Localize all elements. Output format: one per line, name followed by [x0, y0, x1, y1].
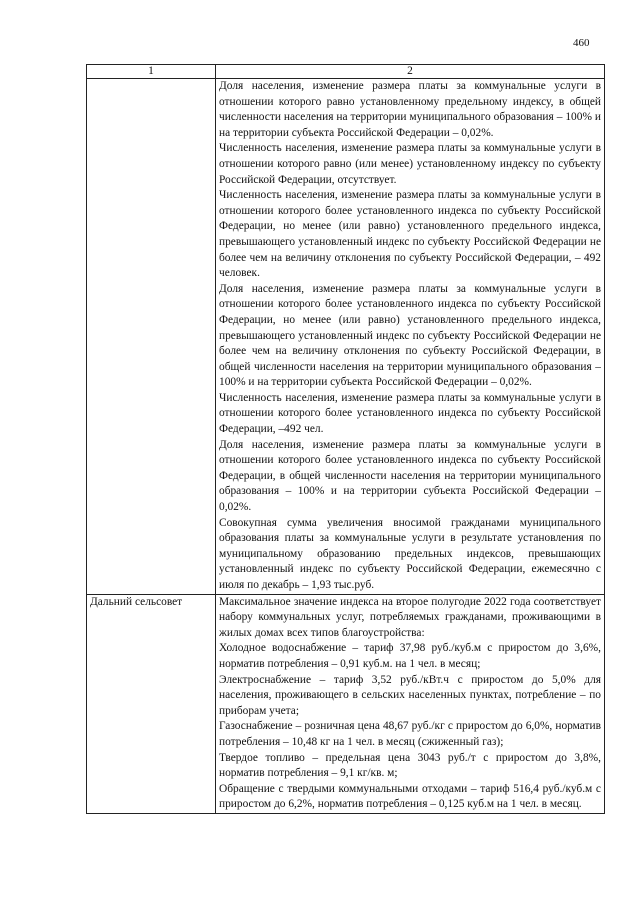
column-header-1: 1 — [87, 65, 216, 79]
paragraph: Доля населения, изменение размера платы за коммунальные услуги в отношении которого равно установленному предельному индексу, в общей численности населения на территории муниципального образования – 100% и на территории субъекта Российской Федерации – 0,02%. — [219, 80, 601, 139]
paragraph: Холодное водоснабжение – тариф 37,98 руб./куб.м с приростом до 3,6%, норматив потребления – 0,91 куб.м. на 1 чел. в месяц; — [219, 642, 601, 670]
paragraph: Твердое топливо – предельная цена 3043 руб./т с приростом до 3,8%, норматив потребления – 9,1 кг/кв. м; — [219, 751, 601, 780]
paragraph: Доля населения, изменение размера платы за коммунальные услуги в отношении которого более установленного индекса по субъекту Российской Федерации, в общей численности населения на территории муниципального образования – 100% и на территории субъекта Российской Федерации – 0,02%. — [219, 438, 601, 514]
paragraph: Максимальное значение индекса на второе полугодие 2022 года соответствует набору коммунальных услуг, потребляемых гражданами, проживающими в жилых домах всех типов благоустройства: — [219, 595, 601, 639]
paragraph: Совокупная сумма увеличения вносимой гражданами муниципального образования платы за коммунальные услуги в результате установления по муниципальному образованию предельных индексов, превышающих установленный индекс по субъекту Российской Федерации, ежемесячно с июля по декабрь – 1,93 тыс.руб. — [219, 516, 601, 591]
paragraph: Электроснабжение – тариф 3,52 руб./кВт.ч с приростом до 5,0% для населения, проживающего в сельских населенных пунктах, потребление – по приборам учета; — [219, 673, 601, 717]
table-row — [87, 594, 605, 813]
description-cell — [216, 79, 605, 595]
paragraph: Обращение с твердыми коммунальными отходами – тариф 516,4 руб./куб.м с приростом до 6,2%, норматив потребления – 0,125 куб.м на 1 чел. в месяц. — [219, 782, 601, 811]
column-header-2: 2 — [216, 65, 605, 79]
region-cell — [87, 79, 216, 595]
paragraph: Численность населения, изменение размера платы за коммунальные услуги в отношении которого равно (или менее) установленному индексу по субъекту Российской Федерации, отсутствует. — [219, 142, 601, 186]
page-number: 460 — [573, 37, 590, 49]
table-header-row — [87, 65, 605, 79]
paragraph: Газоснабжение – розничная цена 48,67 руб./кг с приростом до 6,0%, норматив потребления – 10,48 кг на 1 чел. в месяц (сжиженный газ); — [219, 720, 601, 748]
table-row — [87, 79, 605, 595]
document-table — [86, 64, 605, 814]
region-cell: Дальний сельсовет — [87, 594, 216, 813]
paragraph: Численность населения, изменение размера платы за коммунальные услуги в отношении которого более установленного индекса по субъекту Российской Федерации, но менее (или равно) установленного предельного индекса, превышающего установленный индекс по субъекту Российской Федерации не более чем на величину отклонения по субъекту Российской Федерации, – 492 человек. — [219, 189, 601, 280]
paragraph: Численность населения, изменение размера платы за коммунальные услуги в отношении которого более установленного индекса по субъекту Российской Федерации, –492 чел. — [219, 391, 601, 436]
description-cell — [216, 594, 605, 813]
paragraph: Доля населения, изменение размера платы за коммунальные услуги в отношении которого более установленного индекса по субъекту Российской Федерации, но менее (или равно) установленного предельного индекса, превышающего установленный индекс по субъекту Российской Федерации не более чем на величину отклонения по субъекту Российской Федерации, в общей численности населения на территории муниципального образования – 100% и на территории субъекта Российской Федерации – 0,02%. — [219, 282, 601, 389]
